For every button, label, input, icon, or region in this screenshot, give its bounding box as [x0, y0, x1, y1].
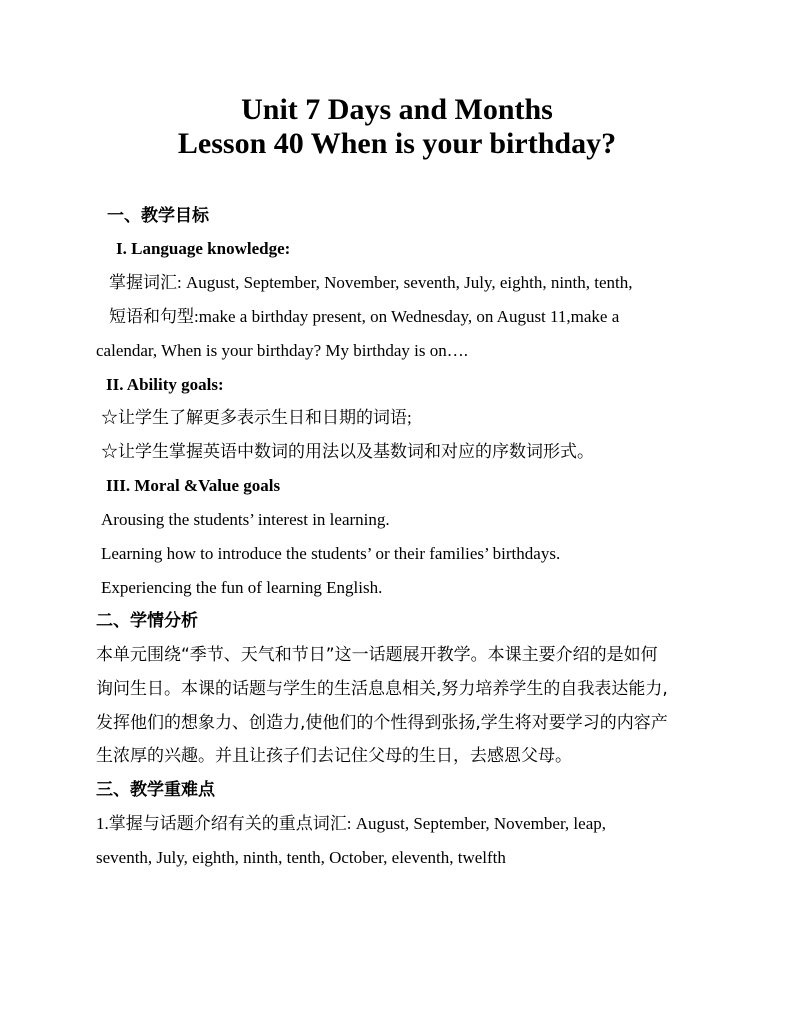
language-knowledge-heading: I. Language knowledge:: [116, 239, 291, 258]
analysis-para-line-1: 本单元围绕“季节、天气和节日”这一话题展开教学。本课主要介绍的是如何: [96, 645, 658, 665]
moral-value-heading: III. Moral &Value goals: [106, 476, 281, 495]
title-line-2: Lesson 40 When is your birthday?: [177, 127, 617, 160]
phrases-line-2: calendar, When is your birthday? My birthday is on….: [96, 341, 468, 360]
phrases-line-1: 短语和句型:make a birthday present, on Wednesday, on August 11,make a: [109, 307, 620, 326]
section-2-heading: 二、学情分析: [96, 611, 198, 631]
analysis-para-line-4: 生浓厚的兴趣。并且让孩子们去记住父母的生日，去感恩父母。: [96, 746, 572, 766]
moral-value-3: Experiencing the fun of learning English.: [101, 578, 383, 597]
key-points-line-2: seventh, July, eighth, ninth, tenth, October, eleventh, twelfth: [96, 848, 506, 867]
ability-goal-1: ☆让学生了解更多表示生日和日期的词语;: [101, 408, 412, 427]
moral-value-2: Learning how to introduce the students’ or their families’ birthdays.: [101, 544, 561, 563]
vocab-line: 掌握词汇: August, September, November, seventh, July, eighth, ninth, tenth,: [109, 273, 633, 292]
moral-value-1: Arousing the students’ interest in learning.: [101, 510, 390, 529]
analysis-para-line-3: 发挥他们的想象力、创造力,使他们的个性得到张扬,学生将对要学习的内容产: [96, 713, 668, 733]
section-3-heading: 三、教学重难点: [96, 780, 215, 800]
analysis-para-line-2: 询问生日。本课的话题与学生的生活息息相关,努力培养学生的自我表达能力,: [96, 679, 668, 699]
ability-goal-2: ☆让学生掌握英语中数词的用法以及基数词和对应的序数词形式。: [101, 442, 594, 461]
section-1-heading: 一、教学目标: [107, 206, 209, 226]
ability-goals-heading: II. Ability goals:: [106, 375, 224, 394]
title-line-1: Unit 7 Days and Months: [241, 93, 553, 126]
key-points-line-1: 1.掌握与话题介绍有关的重点词汇: August, September, November, leap,: [96, 814, 606, 833]
